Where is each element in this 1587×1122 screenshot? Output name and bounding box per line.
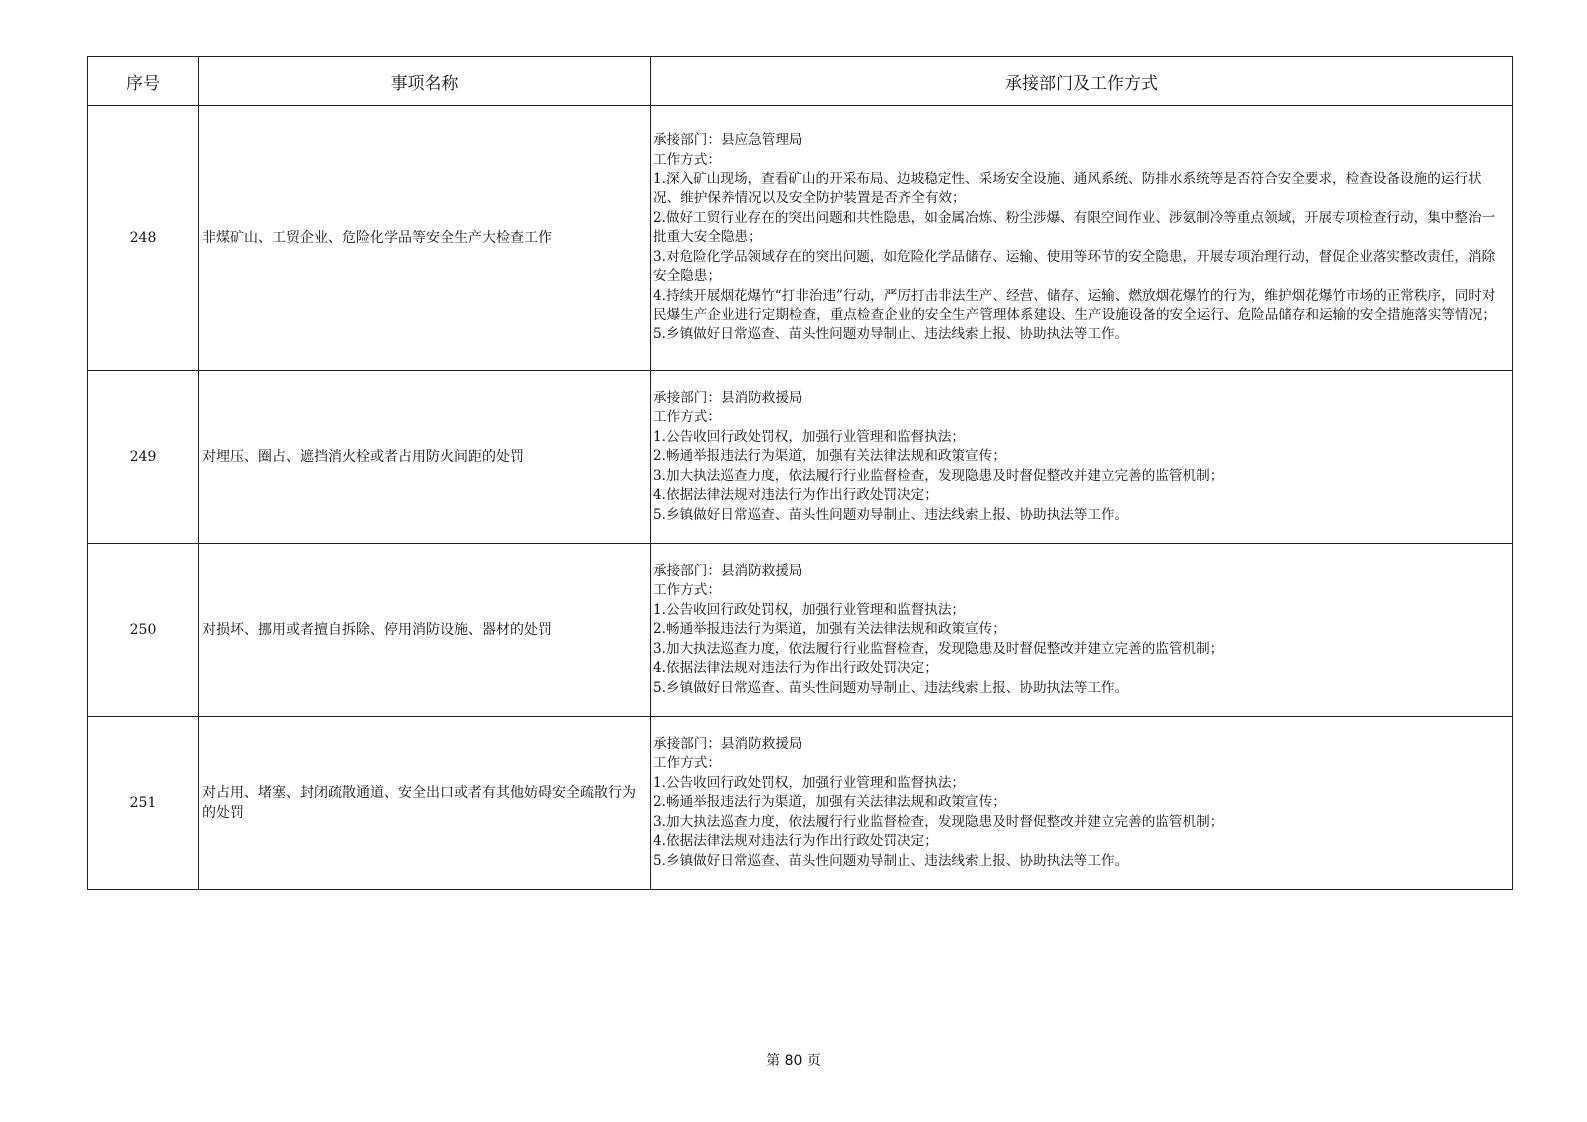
table-row: [88, 717, 1513, 890]
method-step: 4.依据法律法规对违法行为作出行政处罚决定；: [653, 487, 938, 504]
method-step: 5.乡镇做好日常巡查、苗头性问题劝导制止、违法线索上报、协助执法等工作。: [653, 852, 1129, 869]
dept-method-cell: [651, 106, 1513, 371]
row-number: 248: [88, 106, 199, 371]
method-step: 3.加大执法巡查力度，依法履行行业监督检查，发现隐患及时督促整改并建立完善的监管机制；: [653, 813, 1224, 830]
dept-method-cell: [651, 717, 1513, 890]
dept-line: 承接部门：县应急管理局: [653, 132, 803, 149]
header-row: [88, 57, 1513, 106]
method-step: 5.乡镇做好日常巡查、苗头性问题劝导制止、违法线索上报、协助执法等工作。: [653, 679, 1129, 696]
dept-method-cell: [651, 544, 1513, 717]
dept-line: 承接部门：县消防救援局: [653, 390, 803, 407]
method-step: 4.依据法律法规对违法行为作出行政处罚决定；: [653, 833, 938, 850]
method-step: 5.乡镇做好日常巡查、苗头性问题劝导制止、违法线索上报、协助执法等工作。: [653, 326, 1129, 343]
method-label: 工作方式：: [653, 409, 721, 426]
header-no: 序号: [88, 57, 199, 106]
method-label: 工作方式：: [653, 582, 721, 599]
method-step: 3.对危险化学品领域存在的突出问题，如危险化学品储存、运输、使用等环节的安全隐患，开展专项治理行动，督促企业落实整改责任，消除安全隐患；: [653, 248, 1496, 285]
table-row: [88, 106, 1513, 371]
method-step: 2.畅通举报违法行为渠道，加强有关法律法规和政策宣传；: [653, 621, 1006, 638]
dept-line: 承接部门：县消防救援局: [653, 736, 803, 753]
item-name: 对损坏、挪用或者擅自拆除、停用消防设施、器材的处罚: [199, 544, 651, 717]
dept-method-cell: [651, 371, 1513, 544]
row-number: 249: [88, 371, 199, 544]
method-step: 3.加大执法巡查力度，依法履行行业监督检查，发现隐患及时督促整改并建立完善的监管机制；: [653, 640, 1224, 657]
method-step: 5.乡镇做好日常巡查、苗头性问题劝导制止、违法线索上报、协助执法等工作。: [653, 506, 1129, 523]
page-number: 第 80 页: [766, 1053, 821, 1069]
method-step: 1.公告收回行政处罚权，加强行业管理和监督执法；: [653, 774, 966, 791]
method-step: 4.持续开展烟花爆竹“打非治违”行动，严厉打击非法生产、经营、储存、运输、燃放烟花爆竹的行为，维护烟花爆竹市场的正常秩序，同时对民爆生产企业进行定期检查，重点检查企业的安全生产管理体系建设、生产设施设备的安全运行、危险品储存和运输的安全措施落实等情况；: [653, 287, 1496, 323]
method-label: 工作方式：: [653, 151, 721, 168]
method-step: 3.加大执法巡查力度，依法履行行业监督检查，发现隐患及时督促整改并建立完善的监管机制；: [653, 467, 1224, 484]
row-number: 251: [88, 717, 199, 890]
header-name: 事项名称: [199, 57, 651, 106]
method-step: 2.做好工贸行业存在的突出问题和共性隐患，如金属冶炼、粉尘涉爆、有限空间作业、涉氨制冷等重点领域，开展专项检查行动，集中整治一批重大安全隐患；: [653, 209, 1496, 246]
item-name: 非煤矿山、工贸企业、危险化学品等安全生产大检查工作: [199, 106, 651, 371]
row-number: 250: [88, 544, 199, 717]
header-dept: 承接部门及工作方式: [651, 57, 1513, 106]
method-step: 2.畅通举报违法行为渠道，加强有关法律法规和政策宣传；: [653, 448, 1006, 465]
dept-line: 承接部门：县消防救援局: [653, 563, 803, 580]
method-step: 2.畅通举报违法行为渠道，加强有关法律法规和政策宣传；: [653, 794, 1006, 811]
table-row: [88, 371, 1513, 544]
table-row: [88, 544, 1513, 717]
method-step: 4.依据法律法规对违法行为作出行政处罚决定；: [653, 660, 938, 677]
method-label: 工作方式：: [653, 755, 721, 772]
method-step: 1.公告收回行政处罚权，加强行业管理和监督执法；: [653, 601, 966, 618]
items-table: [87, 56, 1513, 890]
method-step: 1.深入矿山现场，查看矿山的开采布局、边坡稳定性、采场安全设施、通风系统、防排水系统等是否符合安全要求，检查设备设施的运行状况、维护保养情况以及安全防护装置是否齐全有效；: [653, 171, 1482, 207]
item-name: 对占用、堵塞、封闭疏散通道、安全出口或者有其他妨碍安全疏散行为的处罚: [199, 717, 651, 890]
method-step: 1.公告收回行政处罚权，加强行业管理和监督执法；: [653, 428, 966, 445]
item-name: 对埋压、圈占、遮挡消火栓或者占用防火间距的处罚: [199, 371, 651, 544]
